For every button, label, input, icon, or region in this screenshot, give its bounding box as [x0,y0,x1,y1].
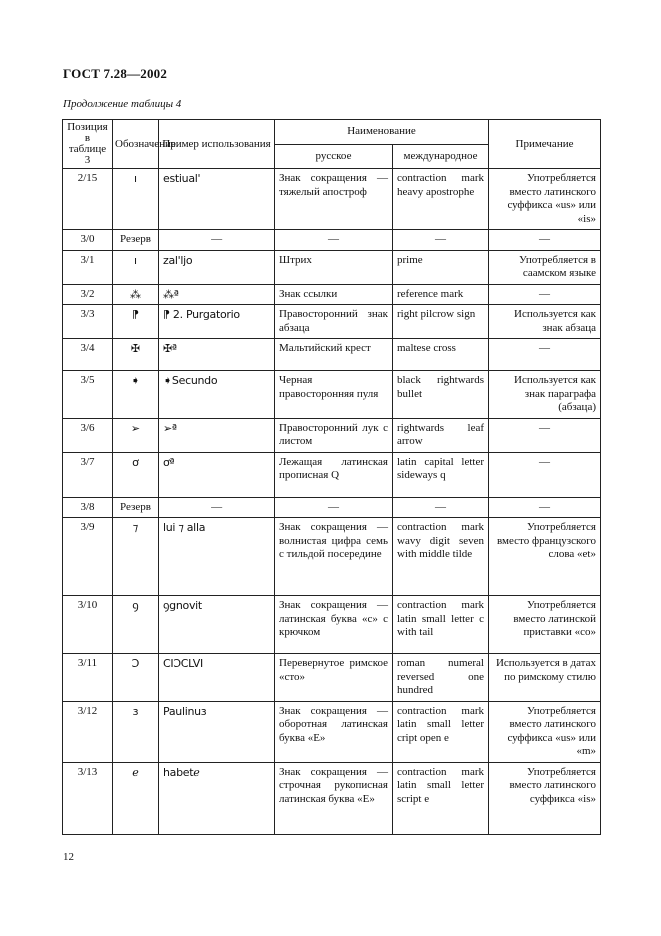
name-intl-cell: rightwards leaf arrow [393,418,489,452]
example-cell: ➧Secundo [159,371,275,419]
symbol-cell: ⁂ [113,284,159,305]
symbol-cell: Резерв [113,497,159,518]
position-cell: 3/6 [63,418,113,452]
table-row [63,654,601,702]
example-cell: estiual' [159,169,275,230]
name-ru-cell: Знак сокращения — оборотная латинская буква «Е» [275,701,393,762]
symbol-cell: Ↄ [113,654,159,702]
note-cell: Используется в датах по римскому стилю [489,654,601,702]
name-intl-cell: roman numeral reversed one hundred [393,654,489,702]
position-cell: 3/4 [63,339,113,371]
symbol-cell: ɜ [113,701,159,762]
example-cell: ✠ª [159,339,275,371]
symbol-cell: ꝯ [113,596,159,654]
table-row [63,339,601,371]
note-cell: Употребляется вместо французского слова «et» [489,518,601,596]
example-cell: — [159,497,275,518]
table-row [63,418,601,452]
position-cell: 3/3 [63,305,113,339]
table-row [63,701,601,762]
name-ru-cell: Знак сокращения — строчная рукописная латинская буква «Е» [275,762,393,834]
position-cell: 3/1 [63,250,113,284]
symbol-cell: ℯ [113,762,159,834]
table-row [63,762,601,834]
note-cell: Употребляется вместо латинской приставки «co» [489,596,601,654]
table-caption: Продолжение таблицы 4 [63,98,182,110]
symbol-cell: ı [113,169,159,230]
name-intl-cell: contraction mark latin small letter script e [393,762,489,834]
example-cell: ꝯgnovit [159,596,275,654]
name-ru-cell: Знак сокращения — волнистая цифра семь с тильдой посередине [275,518,393,596]
name-intl-cell: latin capital letter sideways q [393,452,489,497]
table-row [63,169,601,230]
name-intl-cell: maltese cross [393,339,489,371]
name-ru-cell: Мальтийский крест [275,339,393,371]
position-cell: 3/11 [63,654,113,702]
example-cell: ơª [159,452,275,497]
name-ru-cell: Штрих [275,250,393,284]
table-row [63,250,601,284]
position-cell: 2/15 [63,169,113,230]
position-cell: 3/10 [63,596,113,654]
name-ru-cell: — [275,497,393,518]
note-cell: — [489,230,601,251]
example-cell: Paulinuɜ [159,701,275,762]
position-cell: 3/0 [63,230,113,251]
note-cell: — [489,339,601,371]
name-intl-cell: contraction mark wavy digit seven with middle tilde [393,518,489,596]
name-intl-cell: prime [393,250,489,284]
page-number: 12 [63,851,74,863]
name-intl-cell: contraction mark heavy apostrophe [393,169,489,230]
name-ru-cell: Перевернутое римское «сто» [275,654,393,702]
name-ru-cell: Знак ссылки [275,284,393,305]
header-name-intl: международное [393,144,489,169]
table-row [63,305,601,339]
position-cell: 3/9 [63,518,113,596]
name-intl-cell: contraction mark latin small letter cript open e [393,701,489,762]
example-cell: zal'ljo [159,250,275,284]
example-cell: — [159,230,275,251]
name-intl-cell: black rightwards bullet [393,371,489,419]
position-cell: 3/7 [63,452,113,497]
note-cell: — [489,418,601,452]
note-cell: Используется как знак абзаца [489,305,601,339]
example-cell: lui ⁊ alla [159,518,275,596]
name-intl-cell: contraction mark latin small letter c with tail [393,596,489,654]
symbol-cell: ı [113,250,159,284]
note-cell: — [489,497,601,518]
table-row [63,284,601,305]
name-ru-cell: Знак сокращения — тяжелый апостроф [275,169,393,230]
table-row [63,230,601,251]
example-cell: CIↃCLVI [159,654,275,702]
table-row [63,371,601,419]
name-intl-cell: reference mark [393,284,489,305]
position-cell: 3/5 [63,371,113,419]
symbol-cell: ơ [113,452,159,497]
position-cell: 3/8 [63,497,113,518]
name-ru-cell: Правосторонний лук с листом [275,418,393,452]
name-ru-cell: Черная правосторонняя пуля [275,371,393,419]
name-ru-cell: Правосторонний знак абзаца [275,305,393,339]
table-row [63,518,601,596]
header-example: Пример использования [159,120,275,169]
header-position: Позиция в таблице 3 [63,120,113,169]
example-cell: habetℯ [159,762,275,834]
table-row [63,452,601,497]
note-cell: Употребляется вместо латинского суффикса «is» [489,762,601,834]
header-note: Примечание [489,120,601,169]
header-name-group: Наименование [275,120,489,145]
example-cell: ⁋ 2. Purgatorio [159,305,275,339]
note-cell: — [489,284,601,305]
name-ru-cell: — [275,230,393,251]
example-cell: ⁂ª [159,284,275,305]
symbol-cell: ✠ [113,339,159,371]
header-symbol: Обозначение [113,120,159,169]
table-row [63,497,601,518]
character-table [62,119,601,835]
symbol-cell: Резерв [113,230,159,251]
standard-title: ГОСТ 7.28—2002 [63,66,168,81]
name-intl-cell: — [393,230,489,251]
name-intl-cell: right pilcrow sign [393,305,489,339]
symbol-cell: ⁊ [113,518,159,596]
name-ru-cell: Знак сокращения — латинская буква «с» с крючком [275,596,393,654]
table-row [63,596,601,654]
name-intl-cell: — [393,497,489,518]
note-cell: Используется как знак параграфа (абзаца) [489,371,601,419]
position-cell: 3/12 [63,701,113,762]
table-body [63,169,601,835]
header-name-ru: русское [275,144,393,169]
symbol-cell: ➢ [113,418,159,452]
note-cell: Употребляется в саамском языке [489,250,601,284]
symbol-cell: ➧ [113,371,159,419]
name-ru-cell: Лежащая латинская прописная Q [275,452,393,497]
note-cell: — [489,452,601,497]
note-cell: Употребляется вместо латинского суффикса «us» или «m» [489,701,601,762]
example-cell: ➢ª [159,418,275,452]
position-cell: 3/2 [63,284,113,305]
symbol-cell: ⁋ [113,305,159,339]
note-cell: Употребляется вместо латинского суффикса «us» или «is» [489,169,601,230]
position-cell: 3/13 [63,762,113,834]
